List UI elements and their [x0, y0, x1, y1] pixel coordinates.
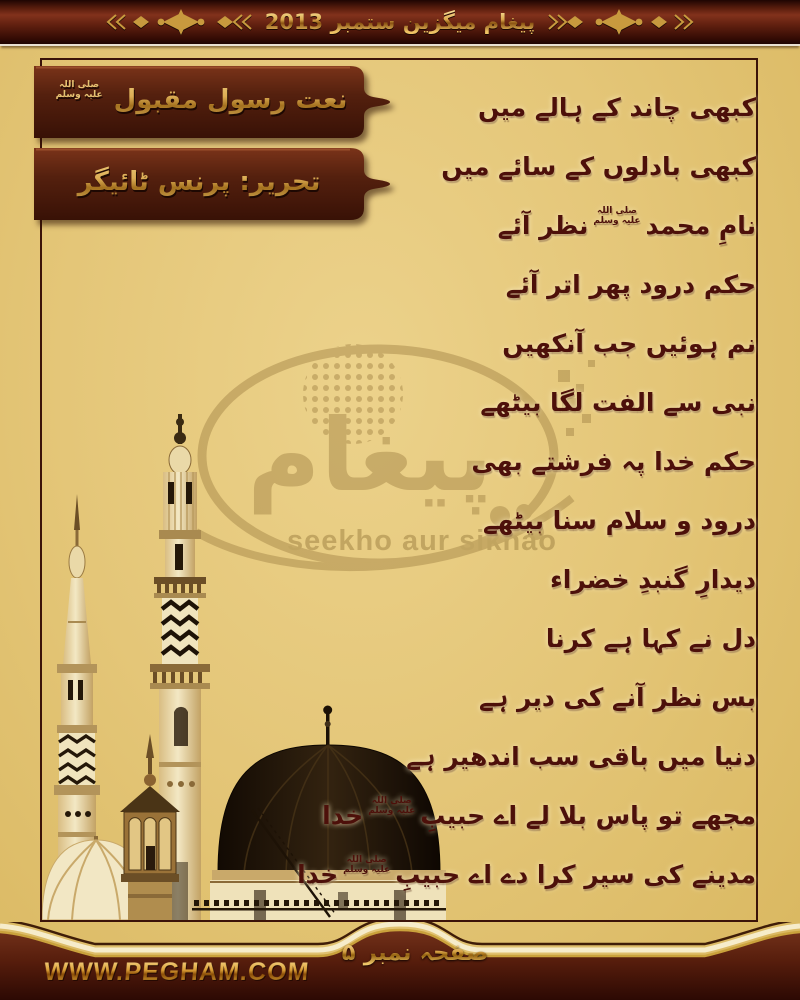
- page-title: پیغام میگزین ستمبر 2013: [264, 10, 536, 34]
- salutation-mark: صلی اللہ علیہ وسلم: [55, 80, 103, 100]
- poem-line: درود و سلام سنا بیٹھے: [483, 506, 756, 535]
- magazine-header: [0, 0, 800, 46]
- poem-line: نبی سے الفت لگا بیٹھے: [480, 388, 756, 417]
- poem-line: مجھے تو پاس بلا لے اے حبیبِ صلی اللہ علیہ وسلم خدا: [322, 795, 756, 830]
- website-text: WWW.PEGHAM.COM: [42, 958, 311, 986]
- salutation-mark: صلی اللہ علیہ وسلم: [593, 205, 641, 226]
- poem-line: حکم خدا پہ فرشتے بھی: [471, 447, 756, 476]
- poem-line: نامِ محمد صلی اللہ علیہ وسلم نظر آئے: [497, 205, 756, 240]
- poem-line: دل نے کہا ہے کرنا: [545, 624, 756, 653]
- poem-line: بس نظر آنے کی دیر ہے: [478, 683, 756, 712]
- header-ornament-left-icon: [105, 9, 255, 35]
- header-ornament-right-icon: [545, 9, 695, 35]
- poem-line: دیدارِ گنبدِ خضراء: [550, 565, 756, 594]
- poem: [146, 78, 756, 904]
- poem-line: دنیا میں باقی سب اندھیر ہے: [406, 742, 756, 771]
- naat-title-label: نعت رسول مقبول صلی اللہ علیہ وسلم: [34, 64, 364, 136]
- author-label: تحریر: پرنس ٹائیگر: [34, 146, 364, 218]
- poem-line: نم ہوئیں جب آنکھیں: [502, 329, 756, 358]
- salutation-mark: صلی اللہ علیہ وسلم: [368, 795, 416, 816]
- salutation-mark: صلی اللہ علیہ وسلم: [343, 854, 391, 875]
- watermark-tagline: seekho aur sikhao: [286, 525, 558, 557]
- watermark-wordmark: پیغام: [247, 397, 493, 514]
- poem-line: حکم درود پھر اتر آئے: [505, 270, 756, 299]
- poem-line: مدینے کی سیر کرا دے اے حبیبِ صلی اللہ علیہ وسلم خدا: [297, 854, 756, 889]
- poem-line: کبھی بادلوں کے سائے میں: [441, 152, 756, 181]
- footer-bar: [0, 922, 800, 1000]
- page-number: صفحہ نمبر ۵: [330, 940, 500, 966]
- poem-line: کبھی چاند کے ہالے میں: [477, 93, 756, 122]
